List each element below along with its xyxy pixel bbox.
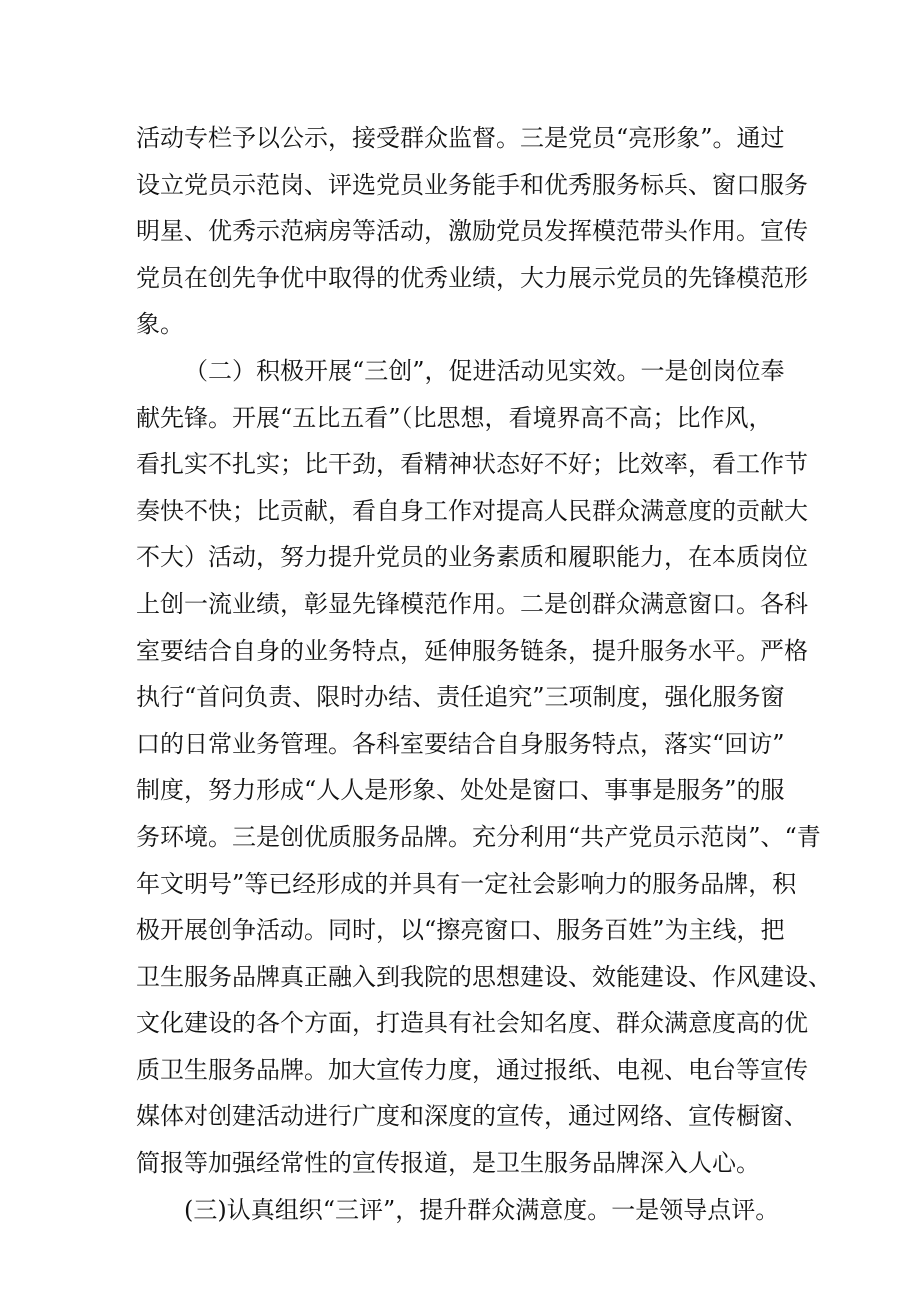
text-line: 年文明号”等已经形成的并具有一定社会影响力的服务品牌，积 — [136, 869, 797, 898]
text-line: 活动专栏予以公示，接受群众监督。三是党员“亮形象”。通过 — [136, 124, 785, 152]
text-line: 口的日常业务管理。各科室要结合自身服务特点，落实“回访” — [136, 729, 785, 758]
paragraph-heading-line: （二）积极开展“三创”，促进活动见实效。一是创岗位奉 — [184, 356, 785, 385]
text-line: 务环境。三是创优质服务品牌。充分利用“共产党员示范岗”、“青 — [136, 822, 821, 851]
text-line: 设立党员示范岗、评选党员业务能手和优秀服务标兵、窗口服务 — [136, 170, 808, 199]
text-line: 文化建设的各个方面，打造具有社会知名度、群众满意度高的优 — [136, 1009, 808, 1038]
text-line: 党员在创先争优中取得的优秀业绩，大力展示党员的先锋模范形 — [136, 263, 808, 292]
text-line: 执行“首问负责、限时办结、责任追究”三项制度，强化服务窗 — [136, 683, 785, 712]
text-line: 媒体对创建活动进行广度和深度的宣传，通过网络、宣传橱窗、 — [136, 1102, 808, 1131]
text-line: 象。 — [136, 310, 184, 339]
text-line: 上创一流业绩，彰显先锋模范作用。二是创群众满意窗口。各科 — [136, 589, 808, 618]
text-line: 不大）活动，努力提升党员的业务素质和履职能力，在本质岗位 — [136, 543, 808, 572]
text-line: 制度，努力形成“人人是形象、处处是窗口、事事是服务”的服 — [136, 776, 785, 805]
text-line: 室要结合自身的业务特点，延伸服务链条，提升服务水平。严格 — [136, 636, 808, 665]
document-body — [136, 115, 832, 1233]
text-line: 看扎实不扎实；比干劲，看精神状态好不好；比效率，看工作节 — [136, 450, 808, 479]
text-line: 极开展创争活动。同时，以“擦亮窗口、服务百姓”为主线，把 — [136, 916, 785, 945]
paragraph-heading-line: (三)认真组织“三评”，提升群众满意度。一是领导点评。 — [184, 1195, 780, 1224]
text-line: 献先锋。开展“五比五看”（比思想，看境界高不高；比作风， — [136, 403, 773, 432]
text-line: 质卫生服务品牌。加大宣传力度，通过报纸、电视、电台等宣传 — [136, 1055, 808, 1084]
text-line: 奏快不快；比贡献，看自身工作对提高人民群众满意度的贡献大 — [136, 496, 808, 525]
text-line: 明星、优秀示范病房等活动，激励党员发挥模范带头作用。宣传 — [136, 217, 808, 246]
text-line: 卫生服务品牌真正融入到我院的思想建设、效能建设、作风建设、 — [136, 962, 832, 991]
text-line: 简报等加强经常性的宣传报道，是卫生服务品牌深入人心。 — [136, 1149, 760, 1178]
